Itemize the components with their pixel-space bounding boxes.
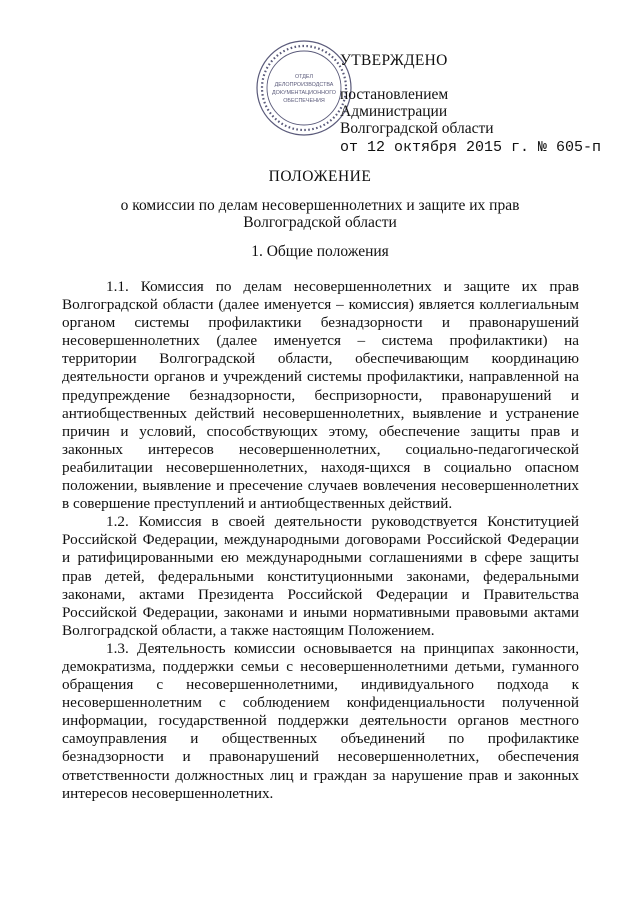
document-subtitle-line-2: Волгоградской области (243, 214, 397, 231)
stamp-text-line-2: ДЕЛОПРОИЗВОДСТВА (274, 82, 334, 88)
document-body (62, 278, 579, 803)
stamp-ring-lettering (262, 46, 346, 130)
paragraph-1-3: 1.3. Деятельность комиссии основывается на принципах законности, демократизма, поддержки семьи с несовершеннолетними детьми, гуманного обращения с несовершеннолетними, индивидуального подхода к несовершеннолетним с соблюдением конфиденциальности полученной информации, государственной поддержки деятельности органов местного самоуправления и общественных объединений по профилактике безнадзорности и правонарушений несовершеннолетних, обеспечения ответственности должностных лиц и граждан за нарушение прав и законных интересов несовершеннолетних. (62, 639, 579, 802)
document-subtitle-line-1: о комиссии по делам несовершеннолетних и защите их прав (120, 197, 520, 214)
stamp-text-line-4: ОБЕСПЕЧЕНИЯ (283, 98, 325, 104)
document-title-block (60, 168, 580, 231)
approval-line-2: Администрации (340, 103, 448, 120)
approval-spacer (340, 69, 615, 86)
approval-label: УТВЕРЖДЕНО (340, 52, 448, 69)
stamp-text-line-1: ОТДЕЛ (294, 74, 314, 80)
stamp-outer-ring (257, 41, 351, 135)
paragraph-1-2: 1.2. Комиссия в своей деятельности руководствуется Конституцией Российской Федерации, международными договорами Российской Федерации и ратифицированными ею международными соглашениями в сфере защиты прав детей, федеральными конституционными законами, федеральными законами, актами Президента Российской Федерации и Правительства Российской Федерации, законами и иными нормативными правовыми актами Волгоградской области, а также настоящим Положением. (62, 513, 579, 639)
approval-line-3: Волгоградской области (340, 120, 494, 137)
document-title: ПОЛОЖЕНИЕ (268, 168, 372, 185)
approval-date: от 12 октября 2015 г. № 605-п (340, 139, 602, 156)
approval-line-1: постановлением (340, 86, 449, 103)
department-stamp (254, 38, 354, 138)
section-heading: 1. Общие положения (251, 243, 389, 260)
paragraph-1-1: 1.1. Комиссия по делам несовершеннолетних и защите их прав Волгоградской области (далее именуется – комиссия) является коллегиальным органом системы профилактики безнадзорности и правонарушений несовершеннолетних (далее именуется – система профилактики) на территории Волгоградской области, обеспечивающим координацию деятельности органов и учреждений системы профилактики, направленной на предупреждение безнадзорности, беспризорности, правонарушений и антиобщественных действий несовершеннолетних, выявление и устранение причин и условий, способствующих этому, обеспечение защиты прав и законных интересов несовершеннолетних, социально-педагогической реабилитации несовершеннолетних, находя-щихся в социально опасном положении, выявление и пресечение случаев вовлечения несовершеннолетних в совершение преступлений и антиобщественных действий. (62, 278, 579, 513)
stamp-inner-ring (267, 51, 341, 125)
approval-block (340, 52, 615, 156)
stamp-text-line-3: ДОКУМЕНТАЦИОННОГО (272, 90, 336, 96)
